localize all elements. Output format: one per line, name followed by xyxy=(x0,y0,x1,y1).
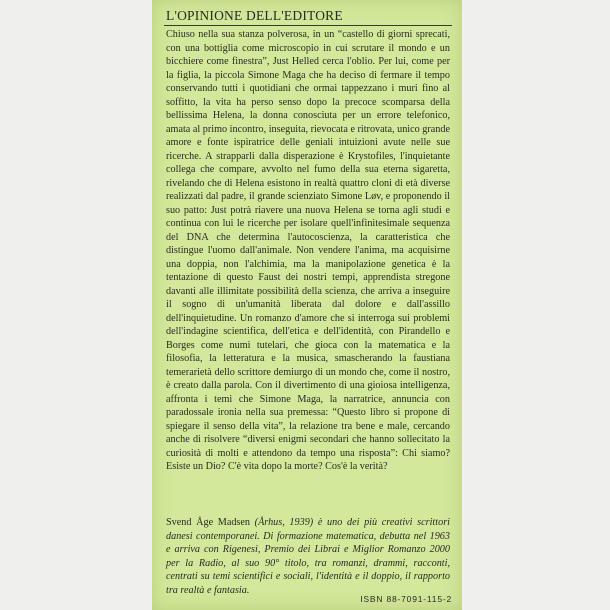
isbn-code: ISBN 88-7091-115-2 xyxy=(360,594,452,604)
synopsis-text: Chiuso nella sua stanza polverosa, in un “castello di giorni sprecati, con una bottiglia come microscopio in cui scrutare il mondo e un bicchiere come finestra”, Just Helled cerca l'oblio. Per lui, come per la figlia, la piccola Simone Maga che ha deciso di fermare il tempo conservando tutti i quotidiani che ormai tappezzano i muri fino al soffitto, la vita ha perso senso dopo la precoce scomparsa della bellissima Helena, la donna conosciuta per un errore telefonico, amata al primo incontro, inseguita, rievocata e ritrovata, unico grande amore e fonte ispiratrice delle geniali intuizioni avute nelle sue ricerche. A strapparli dalla disperazione è Krystofiles, l'inquietante collega che compare, avvolto nel fumo della sua eterna sigaretta, rivelando che di Helena esistono in realtà quattro cloni di età diverse realizzati dal padre, il grande scienziato Simone Løv, e proponendo il suo patto: Just potrà riavere una nuova Helena se torna agli studi e continua con lui le ricerche per isolare quell'infinitesimale sequenza del DNA che determina l'autocoscienza, la caratteristica che distingue l'uomo dall'animale. Non vendere l'anima, ma acquisirne una doppia, non l'alchimia, ma la manipolazione genetica è la tentazione di questo Faust dei nostri tempi, apprendista stregone davanti alle illimitate possibilità della scienza, che arriva a inseguire il sogno di un'umanità liberata dal dolore e dall'assillo dell'inquietudine. Un romanzo d'amore che si interroga sui problemi dell'indagine scientifica, dell'etica e dell'identità, con Pirandello e Borges come numi tutelari, che gioca con la matematica e la filosofia, la letteratura e la musica, smascherando la faustiana temerarietà dello scrittore demiurgo di un mondo che, come il nostro, è creato dalla parola. Con il divertimento di una gioiosa intelligenza, affronta i temi che Simone Maga, la narratrice, annuncia con paradossale ironia nella sua premessa: “Questo libro si propone di spiegare il senso della vita”, la relazione tra bene e male, cercando anche di risolvere “diversi enigmi secondari che hanno sollecitato la curiosità di molti e attendono da tempo una risposta”: Chi siamo? Esiste un Dio? C'è vita dopo la morte? Cos'è la verità? xyxy=(166,29,451,472)
author-bio-text: (Århus, 1939) è uno dei più creativi scrittori danesi contemporanei. Di formazione matematica, debutta nel 1963 e arriva con Rigenesi, Premio dei Librai e Miglior Romanzo 2000 per la Radio, al suo 90° titolo, tra romanzi, drammi, racconti, centrati su temi scientifici e sociali, l'identità e il doppio, il rapporto tra realtà e fantasia. xyxy=(166,517,450,596)
author-name: Svend Åge Madsen xyxy=(166,517,251,528)
author-bio xyxy=(166,516,450,597)
editor-opinion-panel xyxy=(152,0,462,610)
title-divider xyxy=(164,25,452,26)
section-title: L'OPINIONE DELL'EDITORE xyxy=(166,8,343,23)
